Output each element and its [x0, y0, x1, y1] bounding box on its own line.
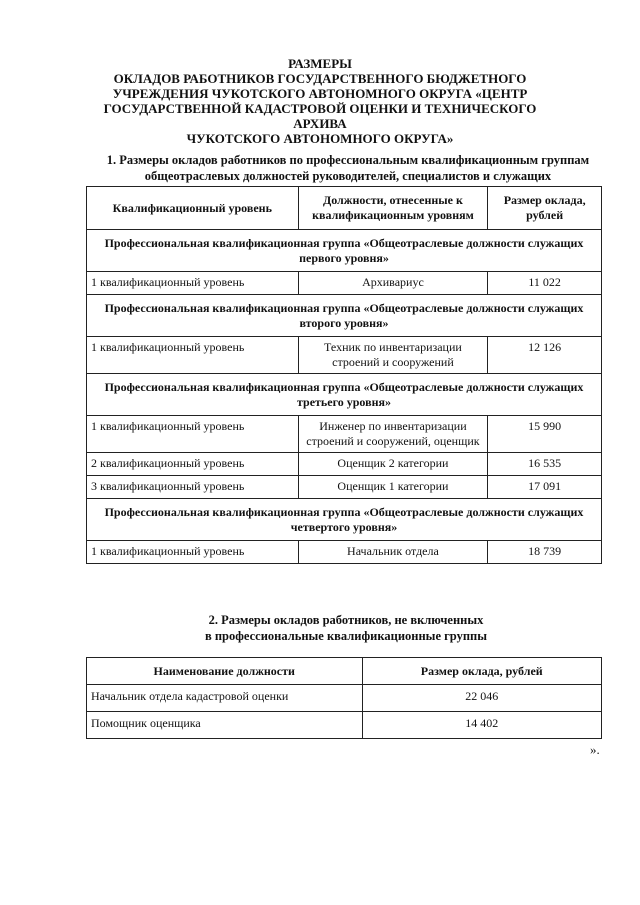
table-row	[87, 416, 602, 453]
table-header-row	[87, 187, 602, 230]
document-title	[80, 56, 560, 146]
section-1-heading	[86, 152, 610, 184]
title-line: УЧРЕЖДЕНИЯ ЧУКОТСКОГО АВТОНОМНОГО ОКРУГА «ЦЕНТР	[112, 86, 528, 101]
group-title: Профессиональная квалификационная группа «Общеотраслевые должности служащих третьего уровня»	[87, 374, 602, 416]
group-row	[87, 499, 602, 541]
cell-level: 1 квалификационный уровень	[87, 416, 299, 453]
cell-salary: 11 022	[488, 272, 602, 295]
header-position-name: Наименование должности	[87, 658, 363, 685]
closing-quote-mark: ».	[590, 742, 600, 757]
group-title: Профессиональная квалификационная группа «Общеотраслевые должности служащих второго уровня»	[87, 295, 602, 337]
table-row	[87, 712, 602, 739]
group-title: Профессиональная квалификационная группа «Общеотраслевые должности служащих первого уровня»	[87, 230, 602, 272]
title-line: ГОСУДАРСТВЕННОЙ КАДАСТРОВОЙ ОЦЕНКИ И ТЕХНИЧЕСКОГО АРХИВА	[103, 101, 537, 131]
cell-salary: 16 535	[488, 453, 602, 476]
section-1-heading-line: общеотраслевых должностей руководителей, специалистов и служащих	[144, 169, 552, 183]
header-level: Квалификационный уровень	[87, 187, 299, 230]
group-title: Профессиональная квалификационная группа «Общеотраслевые должности служащих четвертого уровня»	[87, 499, 602, 541]
cell-level: 1 квалификационный уровень	[87, 272, 299, 295]
header-salary: Размер оклада, рублей	[488, 187, 602, 230]
cell-position-name: Помощник оценщика	[87, 712, 363, 739]
table-row	[87, 476, 602, 499]
table-row	[87, 337, 602, 374]
section-2-heading	[86, 612, 606, 644]
cell-position: Оценщик 1 категории	[298, 476, 488, 499]
cell-level: 1 квалификационный уровень	[87, 337, 299, 374]
cell-position: Архивариус	[298, 272, 488, 295]
cell-position-name: Начальник отдела кадастровой оценки	[87, 685, 363, 712]
cell-salary: 15 990	[488, 416, 602, 453]
table-header-row	[87, 658, 602, 685]
cell-position: Начальник отдела	[298, 541, 488, 564]
header-positions: Должности, отнесенные к квалификационным уровням	[298, 187, 488, 230]
group-row	[87, 374, 602, 416]
cell-position: Инженер по инвентаризации строений и сооружений, оценщик	[298, 416, 488, 453]
cell-salary: 18 739	[488, 541, 602, 564]
cell-salary: 14 402	[362, 712, 602, 739]
group-row	[87, 295, 602, 337]
cell-salary: 12 126	[488, 337, 602, 374]
cell-salary: 22 046	[362, 685, 602, 712]
cell-position: Техник по инвентаризации строений и сооружений	[298, 337, 488, 374]
section-2-heading-line: в профессиональные квалификационные группы	[204, 629, 487, 643]
title-line: ЧУКОТСКОГО АВТОНОМНОГО ОКРУГА»	[186, 131, 454, 146]
other-positions-salary-table	[86, 657, 602, 739]
cell-level: 3 квалификационный уровень	[87, 476, 299, 499]
cell-salary: 17 091	[488, 476, 602, 499]
cell-position: Оценщик 2 категории	[298, 453, 488, 476]
group-row	[87, 230, 602, 272]
table-row	[87, 541, 602, 564]
cell-level: 1 квалификационный уровень	[87, 541, 299, 564]
title-line: РАЗМЕРЫ	[288, 56, 352, 71]
table-row	[87, 272, 602, 295]
qualification-salary-table	[86, 186, 602, 564]
table-row	[87, 685, 602, 712]
table-row	[87, 453, 602, 476]
section-2-heading-line: 2. Размеры окладов работников, не включенных	[208, 613, 484, 627]
cell-level: 2 квалификационный уровень	[87, 453, 299, 476]
title-line: ОКЛАДОВ РАБОТНИКОВ ГОСУДАРСТВЕННОГО БЮДЖЕТНОГО	[113, 71, 527, 86]
section-1-heading-line: 1. Размеры окладов работников по профессиональным квалификационным группам	[106, 153, 590, 167]
header-salary: Размер оклада, рублей	[362, 658, 602, 685]
